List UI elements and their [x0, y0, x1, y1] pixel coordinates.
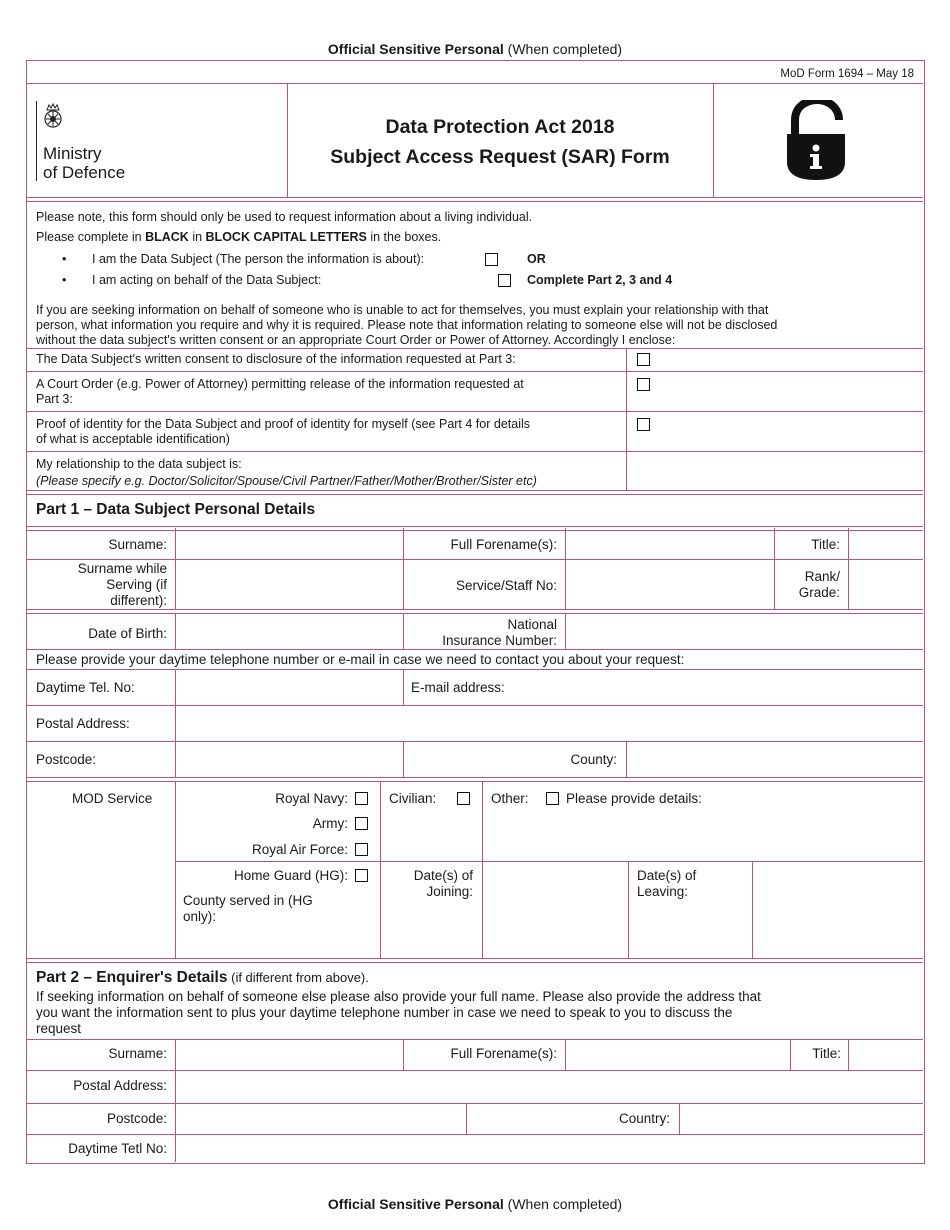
surname-serving-input[interactable]: [176, 561, 403, 608]
leaving-label-line-2: Leaving:: [637, 884, 689, 899]
relationship-input[interactable]: [628, 453, 922, 489]
proof-identity-checkbox[interactable]: [637, 418, 650, 431]
part1-heading: Part 1 – Data Subject Personal Details: [36, 501, 316, 518]
p2-tel-input[interactable]: [176, 1136, 922, 1162]
relationship-hint: (Please specify e.g. Doctor/Solicitor/Spouse/Civil Partner/Father/Mother/Brother/Sister etc): [36, 474, 537, 488]
service-number-input[interactable]: [566, 561, 774, 608]
or-label: OR: [527, 252, 546, 266]
p2-title-label: Title:: [812, 1046, 841, 1061]
p2-country-label: Country:: [618, 1111, 670, 1126]
title-input[interactable]: [849, 530, 922, 558]
county-hg-label-line-2: only):: [183, 909, 217, 924]
surname-serving-label-line-1: Surname while: [77, 561, 167, 576]
other-label: Other:: [491, 791, 529, 806]
raf-label: Royal Air Force:: [251, 842, 348, 857]
surname-input[interactable]: [176, 530, 403, 558]
rank-input[interactable]: [849, 561, 922, 608]
raf-checkbox[interactable]: [355, 843, 368, 856]
ministry-text: Ministry: [43, 144, 102, 163]
leaving-label-line-1: Date(s) of: [637, 868, 697, 883]
postcode-label: Postcode:: [36, 752, 97, 767]
army-label: Army:: [312, 816, 348, 831]
consent-checkbox[interactable]: [637, 353, 650, 366]
bullet-icon: •: [62, 273, 67, 287]
forenames-input[interactable]: [566, 530, 774, 558]
p2-surname-input[interactable]: [176, 1041, 403, 1069]
postal-input[interactable]: [176, 707, 922, 740]
top-banner: [0, 41, 950, 57]
joining-label-line-1: Date(s) of: [413, 868, 473, 883]
ministry-logo: [34, 101, 184, 181]
p2-surname-label: Surname:: [108, 1046, 167, 1061]
other-details-label: Please provide details:: [566, 791, 702, 806]
p2-postcode-input[interactable]: [176, 1105, 465, 1133]
county-hg-label-line-1: County served in (HG: [183, 893, 313, 908]
contact-note: Please provide your daytime telephone number or e-mail in case we need to contact you about your request:: [36, 652, 685, 667]
p2-postcode-label: Postcode:: [106, 1111, 167, 1126]
home-guard-checkbox[interactable]: [355, 869, 368, 882]
surname-serving-label-line-2: Serving (if: [106, 577, 167, 592]
part2-note-line-1: If seeking information on behalf of someone else please also provide your full name. Please also provide the address that: [36, 989, 761, 1004]
postal-label: Postal Address:: [36, 716, 130, 731]
consent-label: The Data Subject's written consent to disclosure of the information requested at Part 3:: [36, 352, 516, 366]
surname-serving-label-line-3: different):: [110, 593, 167, 608]
part2-note-line-3: request: [36, 1021, 82, 1036]
proof-identity-label-line-1: Proof of identity for the Data Subject and proof of identity for myself (see Part 4 for details: [36, 417, 531, 431]
proof-identity-label-line-2: of what is acceptable identification): [36, 432, 230, 446]
service-number-label: Service/Staff No:: [455, 578, 557, 593]
p2-postal-input[interactable]: [176, 1072, 922, 1102]
leaving-input[interactable]: [754, 863, 922, 957]
p2-postal-label: Postal Address:: [73, 1078, 167, 1093]
option-data-subject-label: I am the Data Subject (The person the information is about):: [92, 252, 425, 266]
title-line-1: Data Protection Act 2018: [385, 116, 615, 138]
p2-title-input[interactable]: [849, 1041, 922, 1069]
postcode-input[interactable]: [176, 743, 403, 776]
county-input[interactable]: [627, 743, 922, 776]
relationship-label: My relationship to the data subject is:: [36, 457, 242, 471]
part2-note-line-2: you want the information sent to plus your daytime telephone number in case we need to speak to you to discuss the: [36, 1005, 733, 1020]
title-line-2: Subject Access Request (SAR) Form: [330, 146, 670, 168]
mod-service-label: MOD Service: [72, 791, 153, 806]
part2-heading: Part 2 – Enquirer's Details (if different from above).: [36, 969, 369, 986]
royal-crest-icon: [41, 103, 65, 129]
form-reference: MoD Form 1694 – May 18: [780, 68, 914, 80]
data-subject-checkbox[interactable]: [485, 253, 498, 266]
tel-label: Daytime Tel. No:: [36, 680, 135, 695]
ni-input[interactable]: [566, 615, 922, 648]
civilian-checkbox[interactable]: [457, 792, 470, 805]
court-order-checkbox[interactable]: [637, 378, 650, 391]
banner-bold: Official Sensitive Personal: [327, 41, 504, 57]
other-checkbox[interactable]: [546, 792, 559, 805]
dob-label: Date of Birth:: [88, 626, 167, 641]
intro-paragraph-line-2: person, what information you require and why it is required. Please note that information relating to someone else will not be disclosed: [36, 318, 778, 332]
dob-input[interactable]: [176, 615, 403, 648]
title-label: Title:: [811, 537, 840, 552]
royal-navy-label: Royal Navy:: [275, 791, 348, 806]
intro-paragraph-line-1: If you are seeking information on behalf of someone who is unable to act for themselves, you must explain your relationship with that: [36, 303, 769, 317]
banner-bold: Official Sensitive Personal: [327, 1196, 504, 1212]
p2-tel-label: Daytime Tetl No:: [68, 1141, 167, 1156]
rank-label-line-1: Rank/: [804, 569, 840, 584]
complete-instruction: Please complete in BLACK in BLOCK CAPITAL LETTERS in the boxes.: [36, 230, 442, 244]
tel-input[interactable]: [176, 671, 403, 704]
unlocked-padlock-info-icon: [785, 100, 849, 184]
joining-label-line-2: Joining:: [426, 884, 473, 899]
forenames-label: Full Forename(s):: [450, 537, 557, 552]
p2-forenames-label: Full Forename(s):: [450, 1046, 557, 1061]
on-behalf-checkbox[interactable]: [498, 274, 511, 287]
civilian-label: Civilian:: [389, 791, 437, 806]
joining-input[interactable]: [484, 863, 627, 957]
bullet-icon: •: [62, 252, 67, 266]
rank-label-line-2: Grade:: [798, 585, 840, 600]
p2-country-input[interactable]: [680, 1105, 922, 1133]
of-defence-text: of Defence: [43, 163, 126, 182]
complete-parts-label: Complete Part 2, 3 and 4: [527, 273, 673, 287]
surname-label: Surname:: [108, 537, 167, 552]
home-guard-label: Home Guard (HG):: [233, 868, 348, 883]
intro-note: Please note, this form should only be used to request information about a living individual.: [36, 210, 533, 224]
army-checkbox[interactable]: [355, 817, 368, 830]
court-order-label-line-2: Part 3:: [36, 392, 73, 406]
email-label: E-mail address:: [411, 680, 505, 695]
ni-label-line-1: National: [507, 617, 557, 632]
royal-navy-checkbox[interactable]: [355, 792, 368, 805]
county-label: County:: [570, 752, 617, 767]
email-input[interactable]: [522, 671, 922, 704]
p2-forenames-input[interactable]: [566, 1041, 790, 1069]
banner-normal: (When completed): [507, 1196, 623, 1212]
bottom-banner: [0, 1196, 950, 1212]
intro-paragraph-line-3: without the data subject's written consent or an appropriate Court Order or Power of Attorney. Accordingly I enclose:: [36, 333, 676, 347]
banner-normal: (When completed): [507, 41, 623, 57]
other-details-input[interactable]: [484, 810, 922, 860]
court-order-label-line-1: A Court Order (e.g. Power of Attorney) permitting release of the information requested at: [36, 377, 524, 391]
option-on-behalf-label: I am acting on behalf of the Data Subject:: [92, 273, 322, 287]
ni-label-line-2: Insurance Number:: [442, 633, 557, 648]
